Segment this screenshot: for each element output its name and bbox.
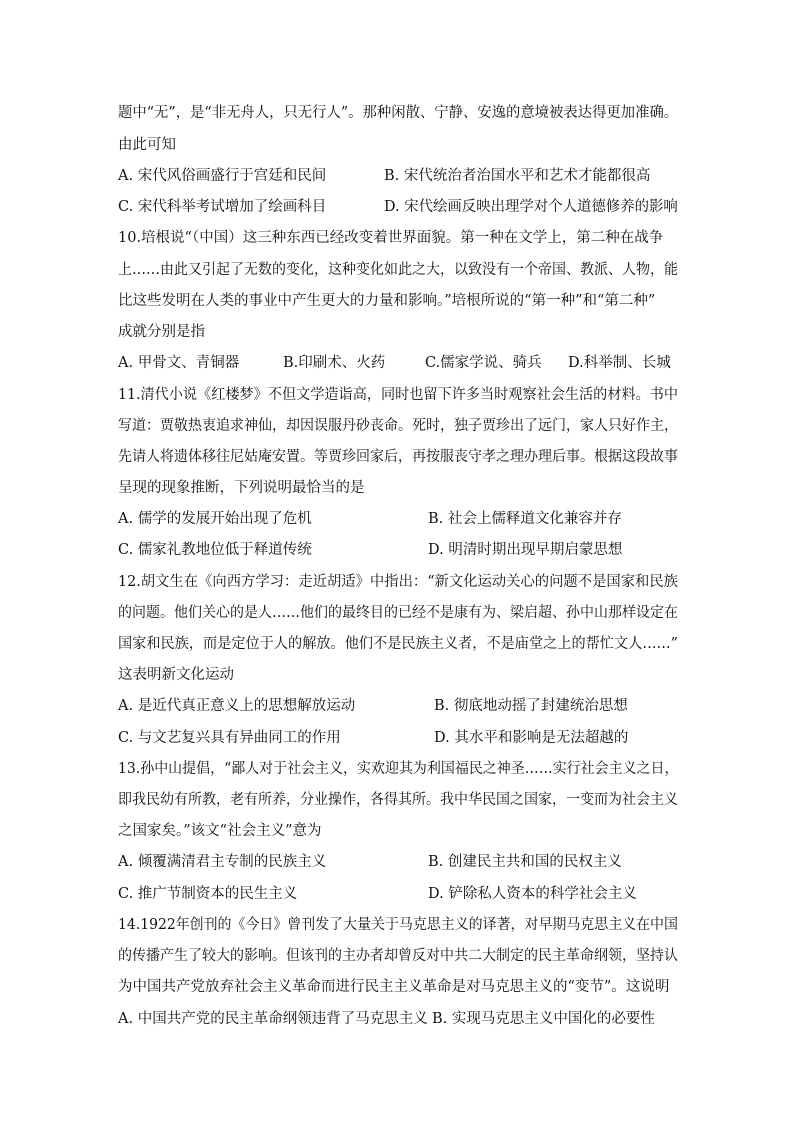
q10-option-a: A. 甲骨文、青铜器 — [118, 355, 240, 371]
question-text-line: 呈现的现象推断，下列说明最恰当的是 — [118, 480, 365, 496]
question-text-line: 先请人将遗体移往尼姑庵安置。等贾珍回家后，再按服丧守孝之理办理后事。根据这段故事 — [118, 449, 678, 465]
q11-option-a: A. 儒学的发展开始出现了危机 — [118, 511, 312, 527]
q12-option-b: B. 彻底地动摇了封建统治思想 — [434, 698, 628, 714]
question-text-line: 题中“无”，是“非无舟人，只无行人”。那种闲散、宁静、安逸的意境被表达得更加准确。 — [118, 105, 679, 121]
q10-option-c: C.儒家学说、骑兵 — [425, 355, 542, 371]
q11-option-c: C. 儒家礼教地位低于释道传统 — [118, 542, 312, 558]
question-text-line: 上……由此又引起了无数的变化，这种变化如此之大，以致没有一个帝国、教派、人物，能 — [118, 262, 678, 278]
q11-option-d: D. 明清时期出现早期启蒙思想 — [428, 542, 623, 558]
question-text-line: 14.1922年创刊的《今日》曾刊发了大量关于马克思主义的译著，对早期马克思主义在中国 — [118, 917, 678, 933]
q9-option-a: A. 宋代风俗画盛行于宫廷和民间 — [118, 168, 327, 184]
question-text-line: 11.清代小说《红楼梦》不但文学造诣高，同时也留下许多当时观察社会生活的材料。书中 — [118, 387, 679, 403]
question-text-line: 的传播产生了较大的影响。但该刊的主办者却曾反对中共二大制定的民主革命纲领，坚持认 — [118, 948, 678, 964]
q11-option-b: B. 社会上儒释道文化兼容并存 — [428, 511, 622, 527]
q13-option-b: B. 创建民主共和国的民权主义 — [428, 854, 622, 870]
q10-option-b: B.印刷术、火药 — [283, 355, 386, 371]
q13-option-a: A. 倾覆满清君主专制的民族主义 — [118, 854, 327, 870]
q9-option-d: D. 宋代绘画反映出理学对个人道德修养的影响 — [384, 199, 678, 215]
q12-option-c: C. 与文艺复兴具有异曲同工的作用 — [118, 730, 341, 746]
question-text-line: 写道：贾敬热衷追求神仙，却因误服丹砂丧命。死时，独子贾珍出了远门，家人只好作主， — [118, 418, 678, 434]
question-text-line: 这表明新文化运动 — [118, 667, 234, 683]
q13-option-d: D. 铲除私人资本的科学社会主义 — [428, 886, 637, 902]
q9-option-c: C. 宋代科举考试增加了绘画科目 — [118, 199, 327, 215]
question-text-line: 成就分别是指 — [118, 324, 205, 340]
q12-option-a: A. 是近代真正意义上的思想解放运动 — [118, 698, 356, 714]
question-text-line: 由此可知 — [118, 137, 176, 153]
question-text-line: 的问题。他们关心的是人……他们的最终目的已经不是康有为、梁启超、孙中山那样设定在 — [118, 605, 678, 621]
question-text-line: 12.胡文生在《向西方学习：走近胡适》中指出：“新文化运动关心的问题不是国家和民族 — [118, 574, 679, 590]
question-text-line: 10.培根说“（中国）这三种东西已经改变着世界面貌。第一种在文学上，第二种在战争 — [118, 230, 664, 246]
question-text-line: 为中国共产党放弃社会主义革命而进行民主主义革命是对马克思主义的“变节”。这说明 — [118, 979, 670, 995]
q10-option-d: D.科举制、长城 — [568, 355, 671, 371]
q14-option-a: A. 中国共产党的民主革命纲领违背了马克思主义 — [118, 1011, 428, 1027]
question-text-line: 13.孙中山提倡，“鄙人对于社会主义，实欢迎其为利国福民之神圣……实行社会主义之日， — [118, 761, 679, 777]
question-text-line: 国家和民族，而是定位于人的解放。他们不是民族主义者，不是庙堂之上的帮忙文人……” — [118, 636, 678, 652]
q12-option-d: D. 其水平和影响是无法超越的 — [434, 730, 629, 746]
question-text-line: 之国家矣。”该文“社会主义”意为 — [118, 823, 322, 839]
q13-option-c: C. 推广节制资本的民生主义 — [118, 886, 298, 902]
q14-option-b: B. 实现马克思主义中国化的必要性 — [432, 1011, 655, 1027]
q9-option-b: B. 宋代统治者治国水平和艺术才能都很高 — [384, 168, 651, 184]
question-text-line: 即我民幼有所教，老有所养，分业操作，各得其所。我中华民国之国家，一变而为社会主义 — [118, 792, 678, 808]
question-text-line: 比这些发明在人类的事业中产生更大的力量和影响。”培根所说的“第一种”和“第二种” — [118, 293, 656, 309]
